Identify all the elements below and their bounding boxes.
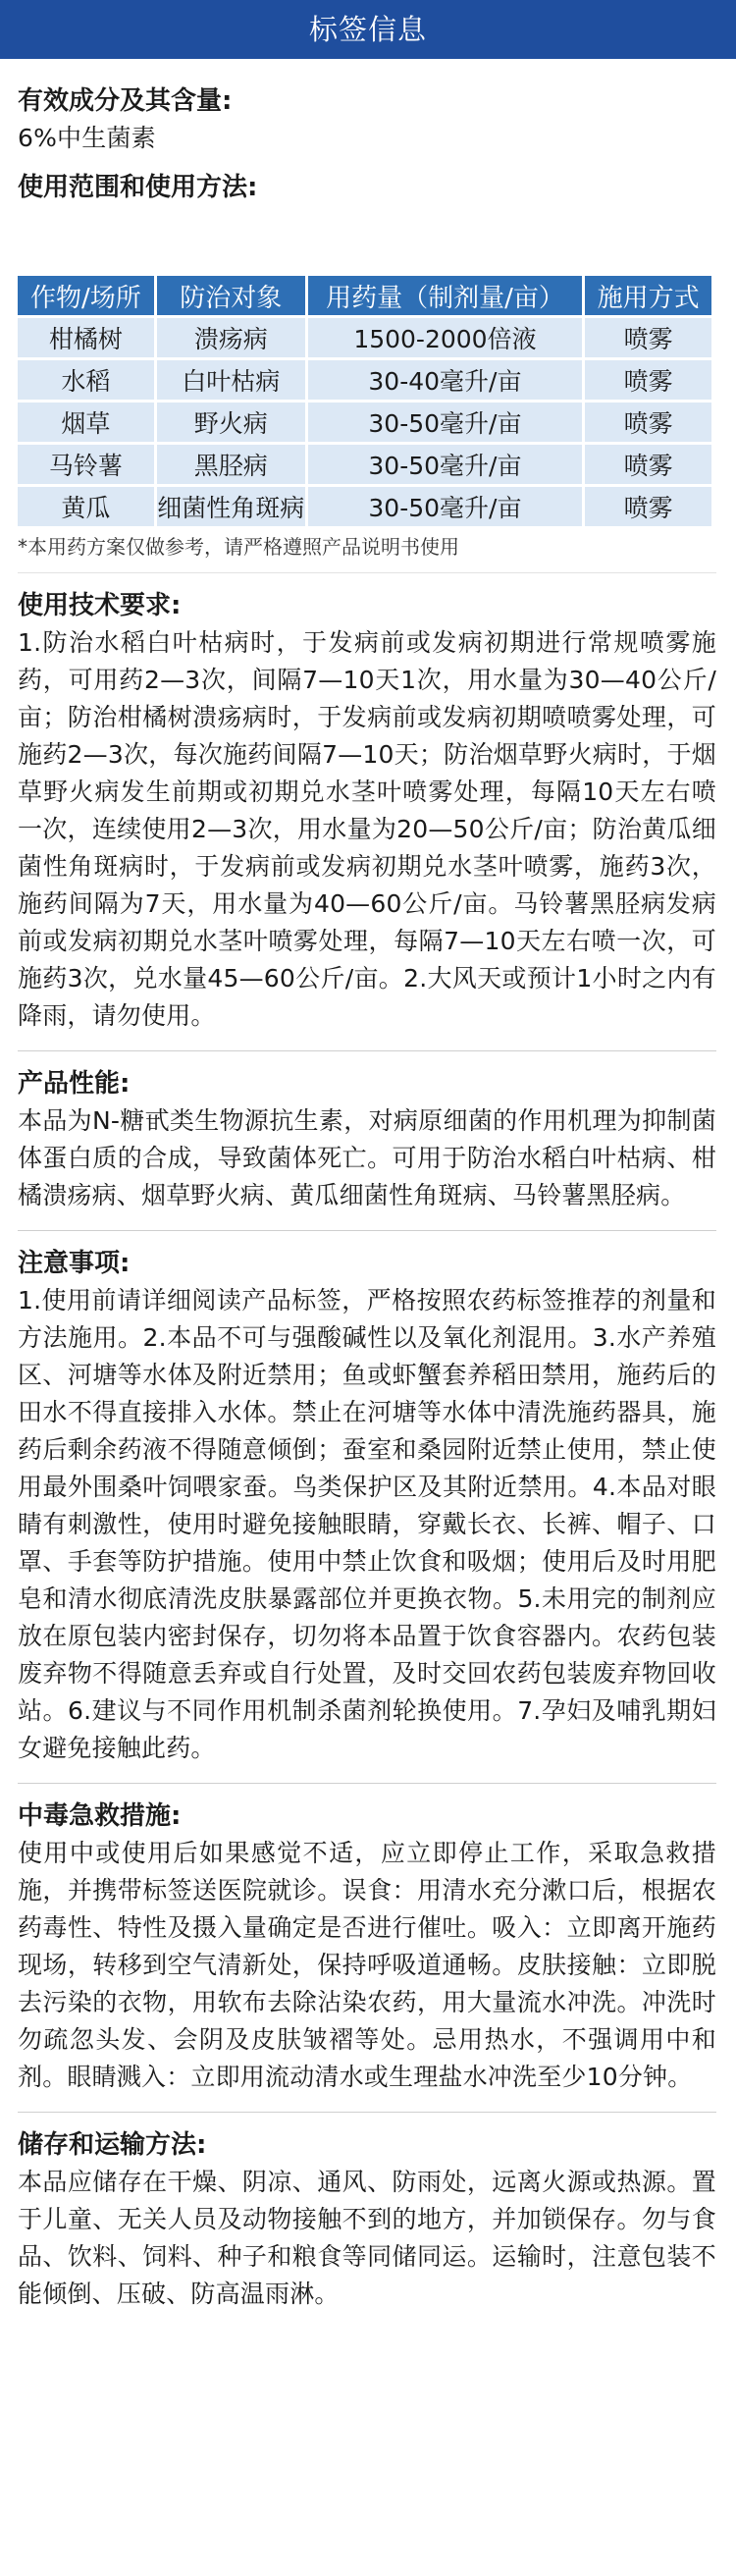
technique-section: [18, 587, 716, 1035]
cell-crop: 马铃薯: [18, 445, 154, 484]
cell-method: 喷雾: [585, 360, 711, 400]
cell-target: 溃疡病: [157, 318, 305, 357]
technique-heading: 使用技术要求:: [18, 591, 182, 620]
storage-text: 本品应储存在干燥、阴凉、通风、防雨处，远离火源或热源。置于儿童、无关人员及动物接触不到的地方，并加锁保存。勿与食品、饮料、饲料、种子和粮食等同储同运。运输时，注意包装不能倾倒、压破、防高温雨淋。: [18, 2168, 716, 2308]
ingredient-value: 6%中生菌素: [18, 124, 156, 152]
column-header-dosage: 用药量（制剂量/亩）: [308, 276, 583, 315]
cell-method: 喷雾: [585, 487, 711, 526]
performance-section: [18, 1065, 716, 1214]
usage-section: [18, 169, 716, 563]
label-content: [0, 82, 736, 2313]
cell-target: 野火病: [157, 402, 305, 442]
divider: [18, 1050, 716, 1051]
storage-section: [18, 2126, 716, 2313]
first-aid-text: 使用中或使用后如果感觉不适，应立即停止工作，采取急救措施，并携带标签送医院就诊。误食：用清水充分漱口后，根据农药毒性、特性及摄入量确定是否进行催吐。吸入：立即离开施药现场，转移到空气清新处，保持呼吸道通畅。皮肤接触：立即脱去污染的衣物，用软布去除沾染农药，用大量流水冲洗。冲洗时勿疏忽头发、会阴及皮肤皱褶等处。忌用热水，不强调用中和剂。眼睛溅入：立即用流动清水或生理盐水冲洗至少10分钟。: [18, 1839, 716, 2091]
usage-table-header-row: [18, 276, 711, 315]
cell-target: 白叶枯病: [157, 360, 305, 400]
storage-heading: 储存和运输方法:: [18, 2130, 207, 2160]
divider: [18, 2112, 716, 2113]
table-row: [18, 318, 711, 357]
cell-crop: 黄瓜: [18, 487, 154, 526]
divider: [18, 1783, 716, 1784]
precautions-text: 1.使用前请详细阅读产品标签，严格按照农药标签推荐的剂量和方法施用。2.本品不可与强酸碱性以及氧化剂混用。3.水产养殖区、河塘等水体及附近禁用；鱼或虾蟹套养稻田禁用，施药后的田水不得直接排入水体。禁止在河塘等水体中清洗施药器具，施药后剩余药液不得随意倾倒；蚕室和桑园附近禁止使用，禁止使用最外围桑叶饲喂家蚕。鸟类保护区及其附近禁用。4.本品对眼睛有刺激性，使用时避免接触眼睛，穿戴长衣、长裤、帽子、口罩、手套等防护措施。使用中禁止饮食和吸烟；使用后及时用肥皂和清水彻底清洗皮肤暴露部位并更换衣物。5.未用完的制剂应放在原包装内密封保存，切勿将本品置于饮食容器内。农药包装废弃物不得随意丢弃或自行处置，及时交回农药包装废弃物回收站。6.建议与不同作用机制杀菌剂轮换使用。7.孕妇及哺乳期妇女避免接触此药。: [18, 1286, 716, 1762]
cell-method: 喷雾: [585, 402, 711, 442]
cell-method: 喷雾: [585, 445, 711, 484]
cell-dosage: 30-50毫升/亩: [308, 487, 583, 526]
cell-crop: 柑橘树: [18, 318, 154, 357]
usage-heading: 使用范围和使用方法:: [18, 173, 258, 202]
cell-target: 细菌性角斑病: [157, 487, 305, 526]
table-row: [18, 487, 711, 526]
cell-dosage: 30-50毫升/亩: [308, 402, 583, 442]
column-header-crop: 作物/场所: [18, 276, 154, 315]
cell-crop: 烟草: [18, 402, 154, 442]
usage-note: *本用药方案仅做参考，请严格遵照产品说明书使用: [18, 535, 459, 559]
performance-text: 本品为N-糖甙类生物源抗生素，对病原细菌的作用机理为抑制菌体蛋白质的合成，导致菌体死亡。可用于防治水稻白叶枯病、柑橘溃疡病、烟草野火病、黄瓜细菌性角斑病、马铃薯黑胫病。: [18, 1106, 716, 1209]
first-aid-heading: 中毒急救措施:: [18, 1801, 182, 1831]
column-header-method: 施用方式: [585, 276, 711, 315]
cell-method: 喷雾: [585, 318, 711, 357]
cell-dosage: 30-50毫升/亩: [308, 445, 583, 484]
table-row: [18, 445, 711, 484]
ingredient-heading: 有效成分及其含量:: [18, 86, 233, 116]
divider: [18, 1230, 716, 1231]
table-row: [18, 402, 711, 442]
precautions-section: [18, 1245, 716, 1767]
column-header-target: 防治对象: [157, 276, 305, 315]
precautions-heading: 注意事项:: [18, 1249, 131, 1278]
performance-heading: 产品性能:: [18, 1069, 131, 1099]
page-title: 标签信息: [0, 0, 736, 59]
technique-text: 1.防治水稻白叶枯病时，于发病前或发病初期进行常规喷雾施药，可用药2—3次，间隔7—10天1次，用水量为30—40公斤/亩；防治柑橘树溃疡病时，于发病前或发病初期喷喷雾处理，可施药2—3次，每次施药间隔7—10天；防治烟草野火病时，于烟草野火病发生前期或初期兑水茎叶喷雾处理，每隔10天左右喷一次，连续使用2—3次，用水量为20—50公斤/亩；防治黄瓜细菌性角斑病时，于发病前或发病初期兑水茎叶喷雾，施药3次，施药间隔为7天，用水量为40—60公斤/亩。马铃薯黑胫病发病前或发病初期兑水茎叶喷雾处理，每隔7—10天左右喷一次，可施药3次，兑水量45—60公斤/亩。2.大风天或预计1小时之内有降雨，请勿使用。: [18, 628, 716, 1030]
ingredient-section: [18, 82, 716, 157]
cell-dosage: 1500-2000倍液: [308, 318, 583, 357]
cell-dosage: 30-40毫升/亩: [308, 360, 583, 400]
divider: [18, 572, 716, 573]
first-aid-section: [18, 1798, 716, 2096]
table-row: [18, 360, 711, 400]
usage-table: [15, 273, 714, 529]
cell-target: 黑胫病: [157, 445, 305, 484]
cell-crop: 水稻: [18, 360, 154, 400]
